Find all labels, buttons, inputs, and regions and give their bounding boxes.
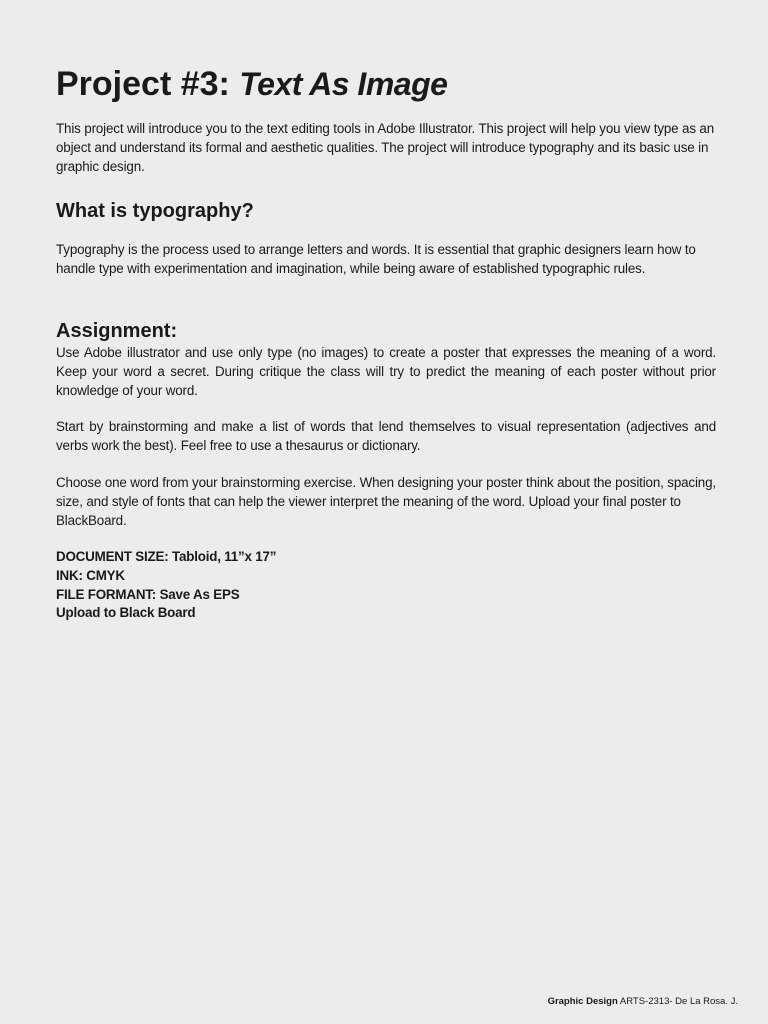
page-footer xyxy=(548,996,738,1008)
assignment-paragraph-2: Start by brainstorming and make a list of words that lend themselves to visual representation (adjectives and verbs work the best). Feel free to use a thesaurus or dictionary. xyxy=(56,419,716,453)
title-project-name: Text As Image xyxy=(239,66,448,102)
page-title xyxy=(56,62,447,106)
spec-upload: Upload to Black Board xyxy=(56,605,196,621)
spec-ink: INK: CMYK xyxy=(56,567,125,583)
title-project-number: Project #3: xyxy=(56,65,230,103)
assignment-heading: Assignment: xyxy=(56,320,178,342)
typography-paragraph: Typography is the process used to arrange letters and words. It is essential that graphic designers learn how to handle type with experimentation and imagination, while being aware of established typographic rules. xyxy=(56,242,696,276)
spec-file-format: FILE FORMANT: Save As EPS xyxy=(56,586,240,602)
assignment-paragraph-3: Choose one word from your brainstorming exercise. When designing your poster think about the position, spacing, size, and style of fonts that can help the viewer interpret the meaning of the word. Upload your final poster to BlackBoard. xyxy=(56,475,716,528)
assignment-paragraph-1: Use Adobe illustrator and use only type (no images) to create a poster that expresses the meaning of a word. Keep your word a secret. During critique the class will try to predict the meaning of each poster without prior knowledge of your word. xyxy=(56,345,716,398)
spec-list xyxy=(56,548,276,623)
spec-document-size: DOCUMENT SIZE: Tabloid, 11”x 17” xyxy=(56,549,277,564)
footer-course-info: ARTS-2313- De La Rosa. J. xyxy=(617,996,738,1007)
intro-paragraph: This project will introduce you to the text editing tools in Adobe Illustrator. This project will help you view type as an object and understand its formal and aesthetic qualities. The project will introduce typography and its basic use in graphic design. xyxy=(56,121,715,174)
typography-heading: What is typography? xyxy=(56,200,254,222)
footer-course-name: Graphic Design xyxy=(547,996,618,1007)
